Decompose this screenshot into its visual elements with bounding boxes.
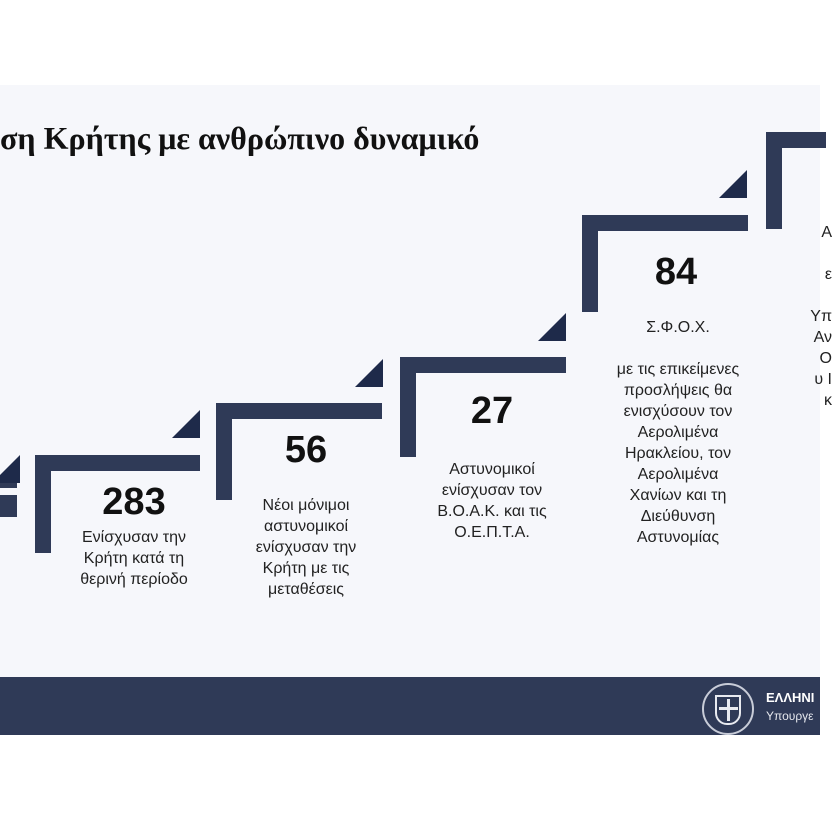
coat-of-arms-icon bbox=[702, 683, 754, 735]
step-3-number: 27 bbox=[470, 390, 514, 432]
step-4-bar-horizontal bbox=[582, 215, 748, 231]
step-1-number: 283 bbox=[102, 481, 166, 523]
step-5-bar-vertical bbox=[766, 132, 782, 229]
step-0-bar-vertical bbox=[0, 495, 17, 517]
slide-title: ση Κρήτης με ανθρώπινο δυναμικό bbox=[0, 120, 480, 156]
step-1-bar-vertical bbox=[35, 455, 51, 553]
step-5-description: Α ε Υπ Αν Ο υ Ι κ bbox=[810, 224, 832, 409]
step-4-triangle bbox=[719, 170, 747, 198]
step-4-bar-vertical bbox=[582, 215, 598, 312]
step-2-bar-horizontal bbox=[216, 403, 382, 419]
step-3-bar-vertical bbox=[400, 357, 416, 457]
step-1-triangle bbox=[172, 410, 200, 438]
footer-title: ΕΛΛΗΝΙ bbox=[766, 690, 815, 705]
step-3-triangle bbox=[538, 313, 566, 341]
step-3-description: Αστυνομικοί ενίσχυσαν τον Β.Ο.Α.Κ. και τις Ο.Ε.Π.Τ.Α. bbox=[437, 461, 547, 541]
shield-icon bbox=[715, 695, 741, 725]
step-2-description: Νέοι μόνιμοι αστυνομικοί ενίσχυσαν την Κρήτη με τις μεταθέσεις bbox=[255, 497, 357, 598]
step-4-description: Σ.Φ.Ο.Χ. με τις επικείμενες προσλήψεις θα ενισχύσουν τον Αερολιμένα Ηρακλείου, τον Αερολιμένα Χανίων και τη Διεύθυνση Αστυνομίας bbox=[616, 319, 740, 546]
step-0-triangle bbox=[0, 455, 20, 483]
step-2-bar-vertical bbox=[216, 403, 232, 500]
step-2-number: 56 bbox=[284, 429, 328, 471]
step-2-triangle bbox=[355, 359, 383, 387]
step-4-number: 84 bbox=[654, 251, 698, 293]
footer-bar bbox=[0, 677, 820, 735]
step-1-bar-horizontal bbox=[35, 455, 200, 471]
step-3-bar-horizontal bbox=[400, 357, 566, 373]
slide bbox=[0, 85, 832, 735]
step-1-description: Ενίσχυσαν την Κρήτη κατά τη θερινή περίοδο bbox=[80, 529, 188, 588]
footer-subtitle: Υπουργε bbox=[766, 709, 814, 723]
